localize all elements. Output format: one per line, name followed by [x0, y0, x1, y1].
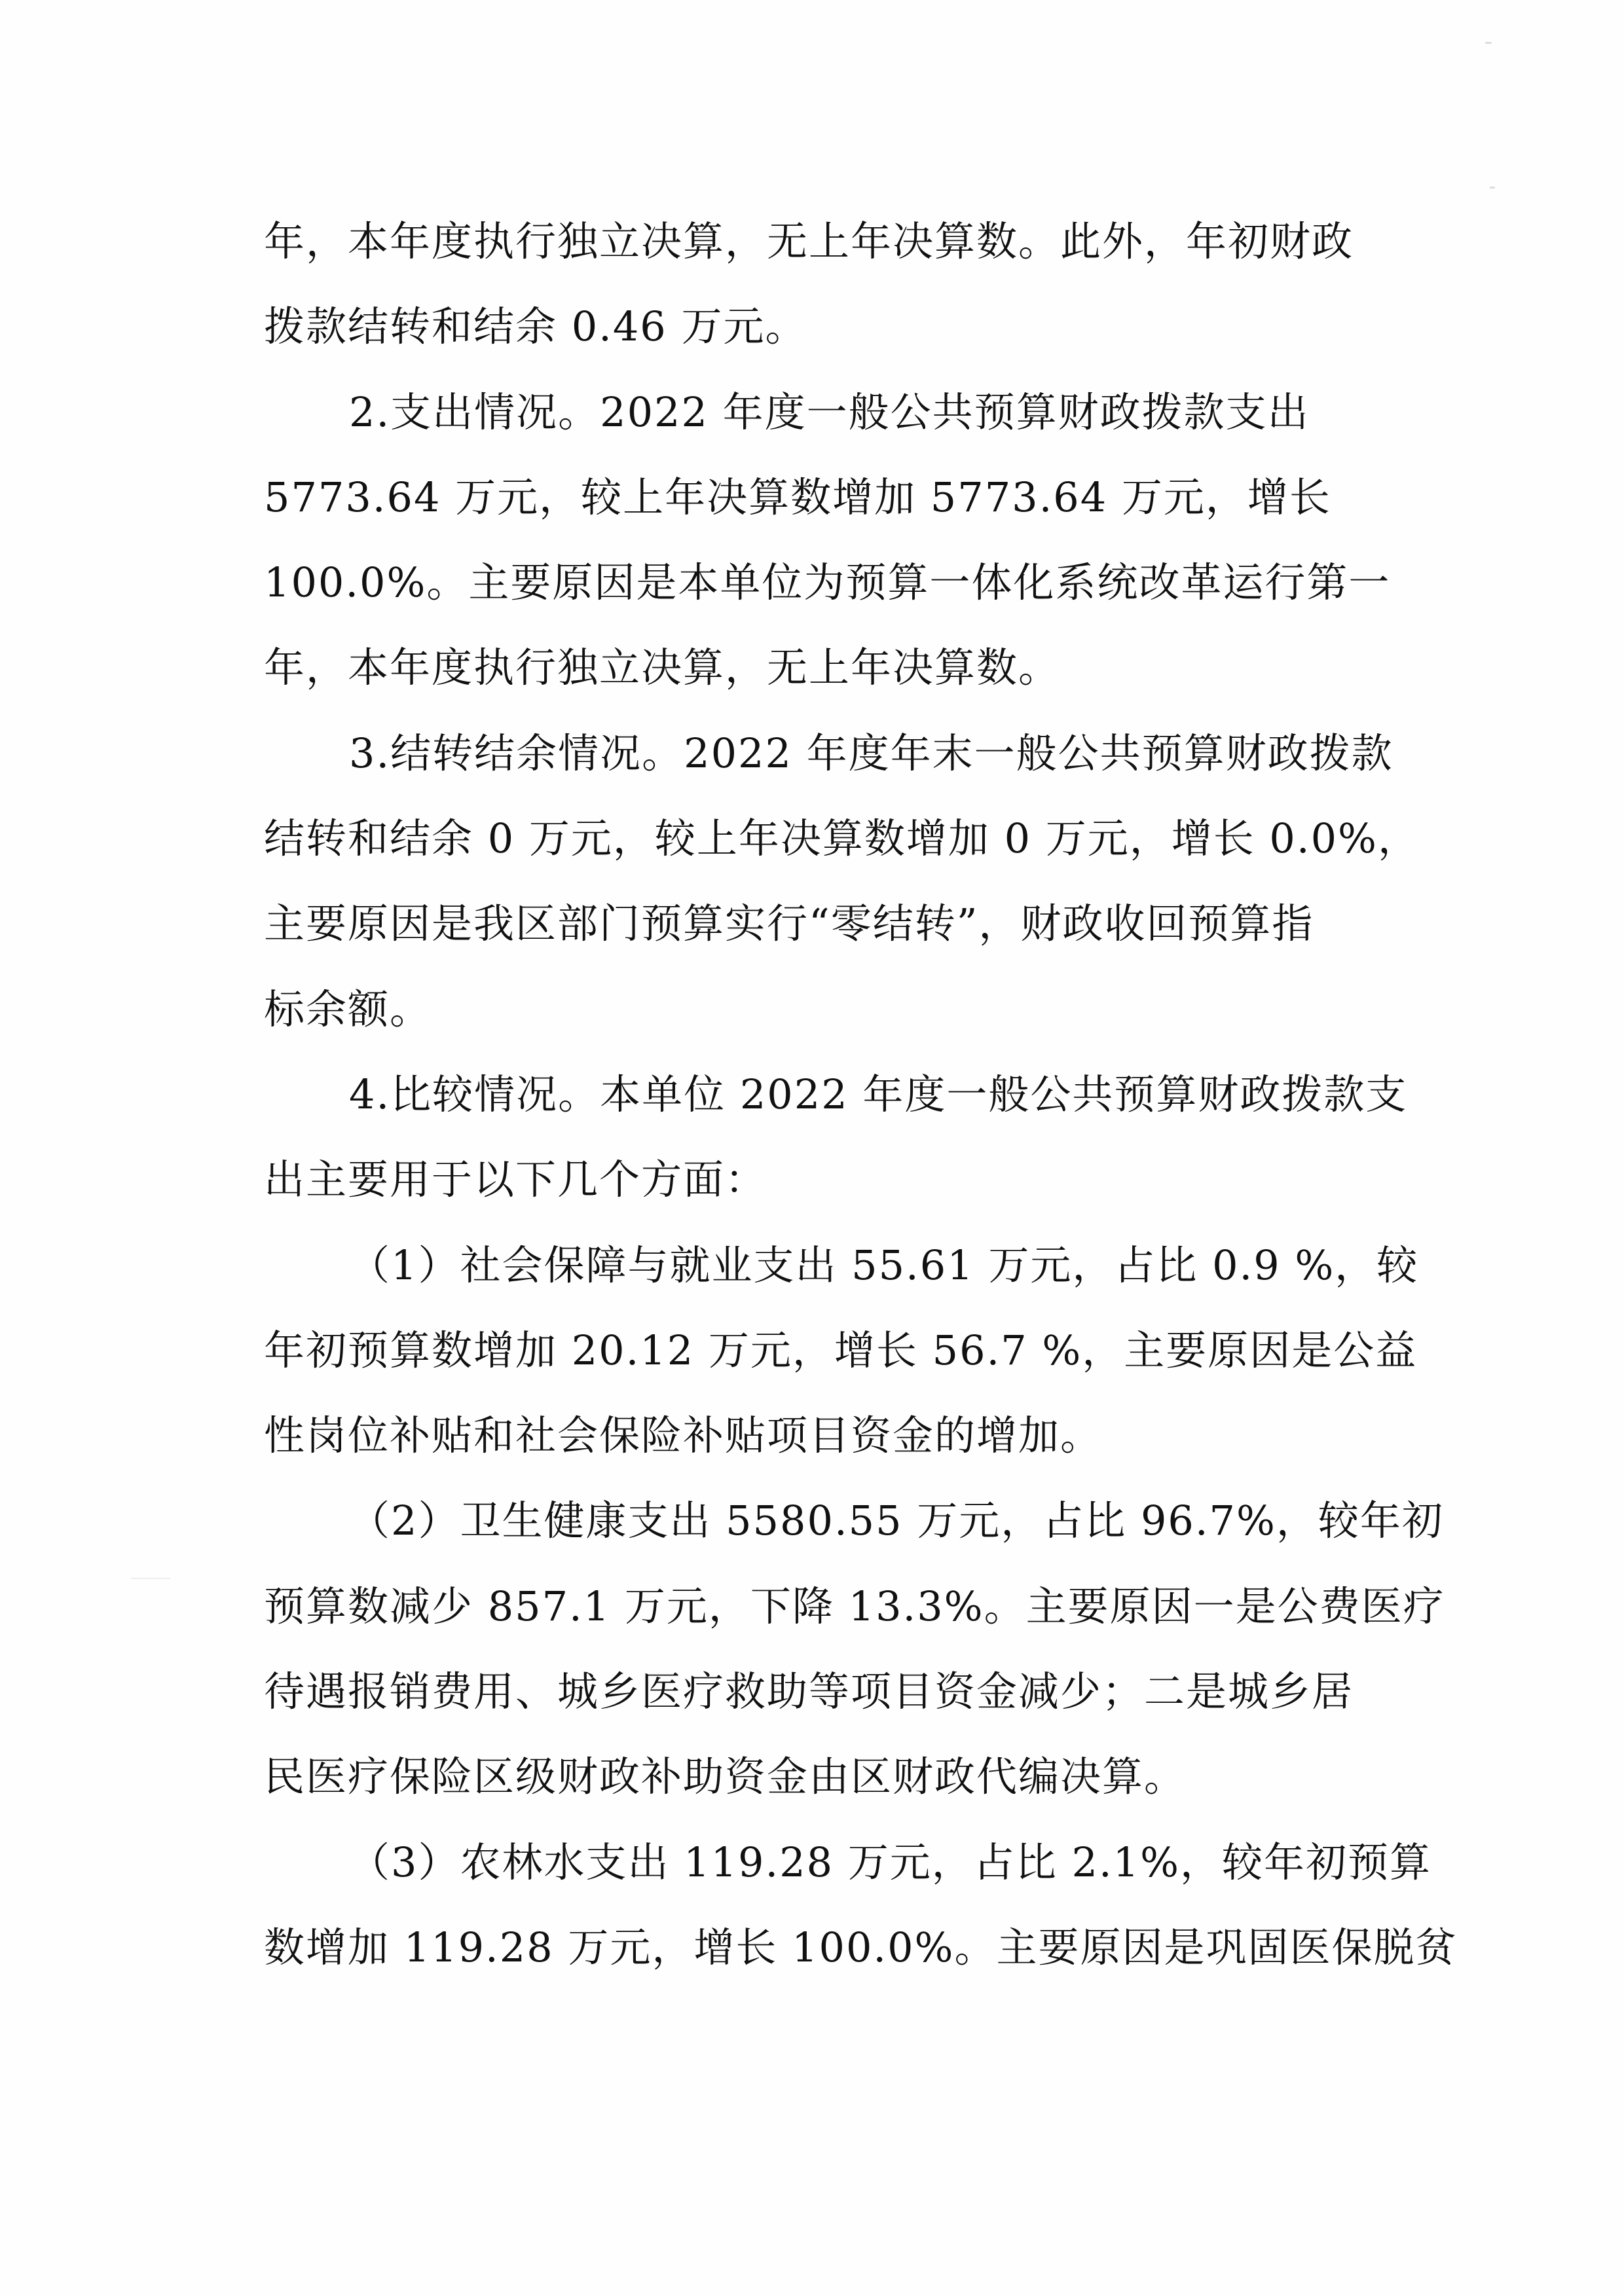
text-line: 待遇报销费用、城乡医疗救助等项目资金减少；二是城乡居 [264, 1667, 1354, 1716]
text-line: 100.0%。主要原因是本单位为预算一体化系统改革运行第一 [264, 558, 1391, 607]
body-text [264, 199, 1458, 1990]
text-line: 年，本年度执行独立决算，无上年决算数。 [264, 644, 1061, 692]
paragraph-heading-carryover: 3.结转结余情况。2022 年度年末一般公共预算财政拨款 [349, 729, 1393, 777]
list-item-agriculture: （3）农林水支出 119.28 万元，占比 2.1%，较年初预算 [349, 1838, 1432, 1886]
text-line: 数增加 119.28 万元，增长 100.0%。主要原因是巩固医保脱贫 [264, 1923, 1458, 1971]
paragraph-heading-expenditure: 2.支出情况。2022 年度一般公共预算财政拨款支出 [349, 388, 1310, 436]
list-item-health: （2）卫生健康支出 5580.55 万元，占比 96.7%，较年初 [349, 1497, 1444, 1545]
scan-speck [1490, 187, 1495, 189]
text-line: 年初预算数增加 20.12 万元，增长 56.7 %，主要原因是公益 [264, 1326, 1418, 1374]
scan-speck [1485, 42, 1492, 44]
text-line: 标余额。 [264, 985, 432, 1033]
scan-speck [131, 1578, 170, 1579]
text-line: 拨款结转和结余 0.46 万元。 [264, 302, 807, 351]
text-line: 民医疗保险区级财政补助资金由区财政代编决算。 [264, 1753, 1187, 1801]
paragraph-heading-comparison: 4.比较情况。本单位 2022 年度一般公共预算财政拨款支 [349, 1070, 1408, 1118]
text-line: 预算数减少 857.1 万元，下降 13.3%。主要原因一是公费医疗 [264, 1582, 1445, 1630]
text-line: 年，本年度执行独立决算，无上年决算数。此外，年初财政 [264, 217, 1354, 265]
text-line: 性岗位补贴和社会保险补贴项目资金的增加。 [264, 1412, 1103, 1460]
text-line: 结转和结余 0 万元，较上年决算数增加 0 万元，增长 0.0%， [264, 814, 1420, 863]
text-line: 出主要用于以下几个方面： [264, 1156, 767, 1204]
list-item-social-security: （1）社会保障与就业支出 55.61 万元，占比 0.9 %，较 [349, 1241, 1419, 1289]
text-line: 主要原因是我区部门预算实行“零结转”，财政收回预算指 [264, 900, 1314, 948]
text-line: 5773.64 万元，较上年决算数增加 5773.64 万元，增长 [264, 473, 1331, 521]
